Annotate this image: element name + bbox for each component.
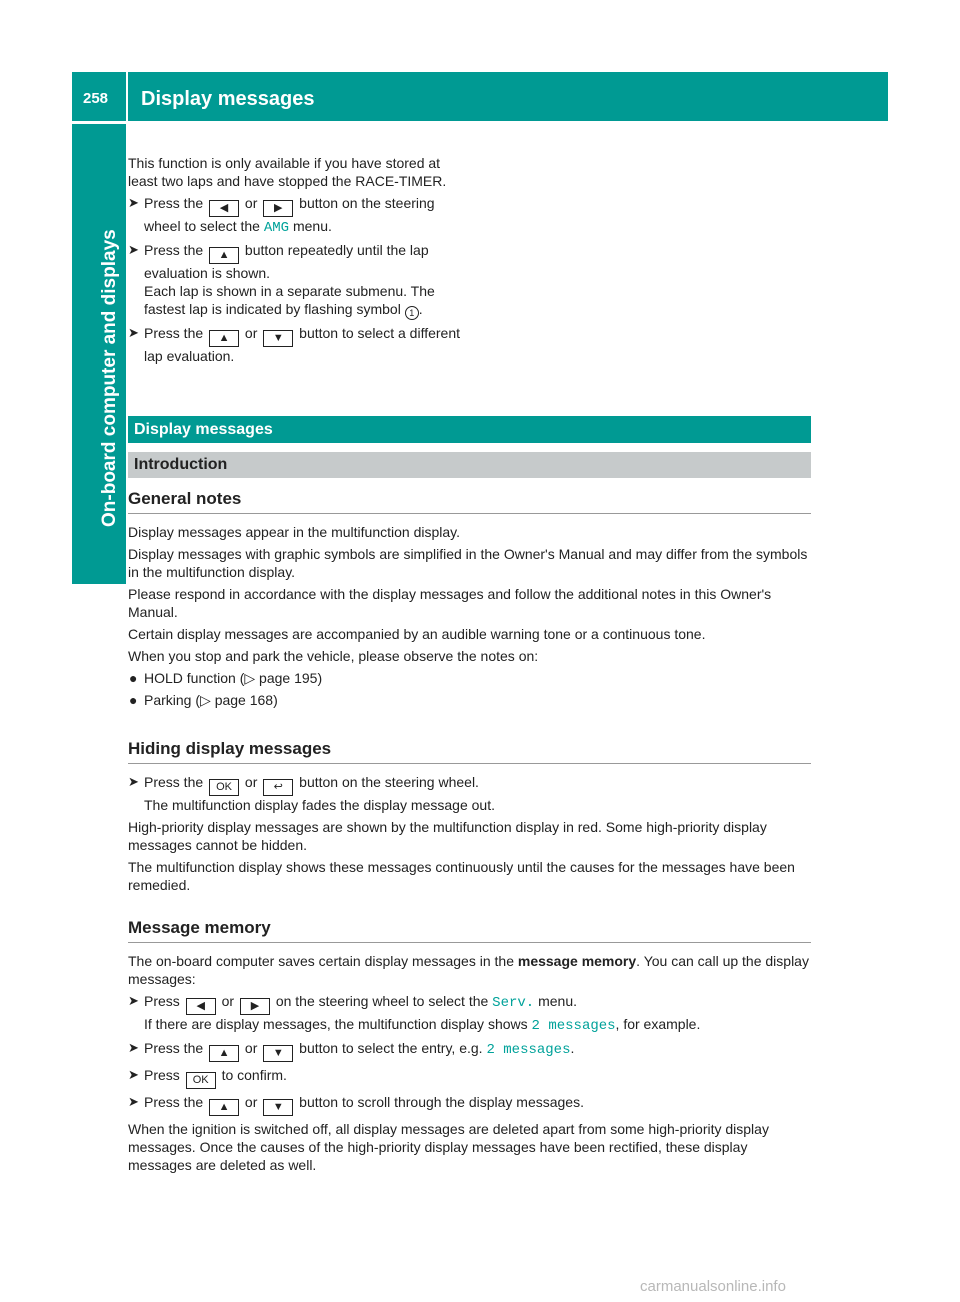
up-arrow-key-icon: ▲ [209,330,239,347]
paragraph: The multifunction display shows these messages continuously until the causes for the messages have been remedied. [128,859,795,893]
heading-rule [128,763,811,764]
instruction-step: ➤ Press the ▲ button repeatedly until the lap evaluation is shown. Each lap is shown in a separate submenu. The fastest lap is indicated by flashing symbol 1 . [128,242,435,318]
page-reference-link[interactable]: page 195) [259,670,323,686]
up-arrow-key-icon: ▲ [209,1099,239,1116]
bullet-icon: ● [129,670,138,686]
paragraph: Display messages with graphic symbols are simplified in the Owner's Manual and may differ from the symbols in the multifunction display. [128,546,808,580]
hiding-heading: Hiding display messages [128,739,332,758]
page-title: Display messages [141,88,315,110]
step-arrow-icon: ➤ [128,774,139,789]
page-reference-icon: ▷ [200,692,211,708]
right-arrow-key-icon: ▶ [240,998,270,1015]
step-arrow-icon: ➤ [128,1040,139,1055]
step-arrow-icon: ➤ [128,1067,139,1082]
back-key-icon: ↩ [263,779,293,796]
down-arrow-key-icon: ▼ [263,330,293,347]
subsection-title: Introduction [134,456,228,473]
up-arrow-key-icon: ▲ [209,1045,239,1062]
instruction-step: ➤ Press the ▲ or ▼ button to select a different lap evaluation. [128,325,461,364]
intro-paragraph: This function is only available if you have stored at least two laps and have stopped the RACE-TIMER. [128,155,447,189]
memory-heading: Message memory [128,918,271,937]
list-item: ● Parking (▷ page 168) [129,692,278,708]
paragraph: Display messages appear in the multifunction display. [128,524,461,540]
watermark: carmanualsonline.info [640,1278,786,1295]
instruction-step: ➤ Press OK to confirm. [128,1066,813,1089]
display-text-messages: 2 messages [531,1018,616,1034]
paragraph: Certain display messages are accompanied by an audible warning tone or a continuous tone. [128,626,706,642]
general-notes-heading: General notes [128,489,242,508]
paragraph: Please respond in accordance with the display messages and follow the additional notes in this Owner's Manual. [128,586,772,620]
hiding-body [128,773,813,898]
paragraph: High-priority display messages are shown by the multifunction display in red. Some high-priority display messages cannot be hidden. [128,819,767,853]
down-arrow-key-icon: ▼ [263,1045,293,1062]
list-item: ● HOLD function (▷ page 195) [129,670,323,686]
left-arrow-key-icon: ◀ [186,998,216,1015]
paragraph: When the ignition is switched off, all display messages are deleted apart from some high-priority display messages. Once the causes of the high-priority display messages have been rectified, these display messages are deleted as well. [128,1121,769,1173]
general-notes-body [128,523,813,713]
header-divider [126,72,128,121]
instruction-step: ➤ Press ◀ or ▶ on the steering wheel to select the Serv. menu. If there are display messages, the multifunction display shows 2 messages, for example. [128,993,701,1034]
ok-key-icon: OK [209,779,239,796]
up-arrow-key-icon: ▲ [209,247,239,264]
down-arrow-key-icon: ▼ [263,1099,293,1116]
step-arrow-icon: ➤ [128,325,139,340]
instruction-step: ➤ Press the ◀ or ▶ button on the steering wheel to select the AMG menu. [128,195,435,236]
step-arrow-icon: ➤ [128,1094,139,1109]
display-text-messages: 2 messages [486,1042,571,1058]
paragraph: When you stop and park the vehicle, please observe the notes on: [128,648,539,664]
page-number: 258 [83,90,109,107]
instruction-step: ➤ Press the ▲ or ▼ button to scroll through the display messages. [128,1093,813,1116]
instruction-step: ➤ Press the ▲ or ▼ button to select the entry, e.g. 2 messages. [128,1039,813,1062]
memory-body [128,952,813,1178]
step-arrow-icon: ➤ [128,242,139,257]
side-chapter-label: On-board computer and displays [99,229,120,527]
heading-rule [128,942,811,943]
flashing-symbol-icon: 1 [405,306,419,320]
right-arrow-key-icon: ▶ [263,200,293,217]
page-reference-icon: ▷ [244,670,256,686]
instruction-step: ➤ Press the OK or ↩ button on the steering wheel. The multifunction display fades the display message out. [128,774,495,813]
step-arrow-icon: ➤ [128,993,139,1008]
subsection-header-bar [128,452,811,478]
display-text-serv: Serv. [492,995,535,1011]
page-reference-link[interactable]: page 168) [214,692,278,708]
left-arrow-key-icon: ◀ [209,200,239,217]
paragraph: The on-board computer saves certain display messages in the message memory. You can call up the display messages: [128,953,809,987]
section-title: Display messages [134,421,273,438]
display-text-amg: AMG [263,220,290,236]
bullet-icon: ● [129,692,138,708]
step-arrow-icon: ➤ [128,195,139,210]
bold-term: message memory [517,953,637,969]
intro-column [128,154,462,369]
ok-key-icon: OK [186,1072,216,1089]
heading-rule [128,513,811,514]
